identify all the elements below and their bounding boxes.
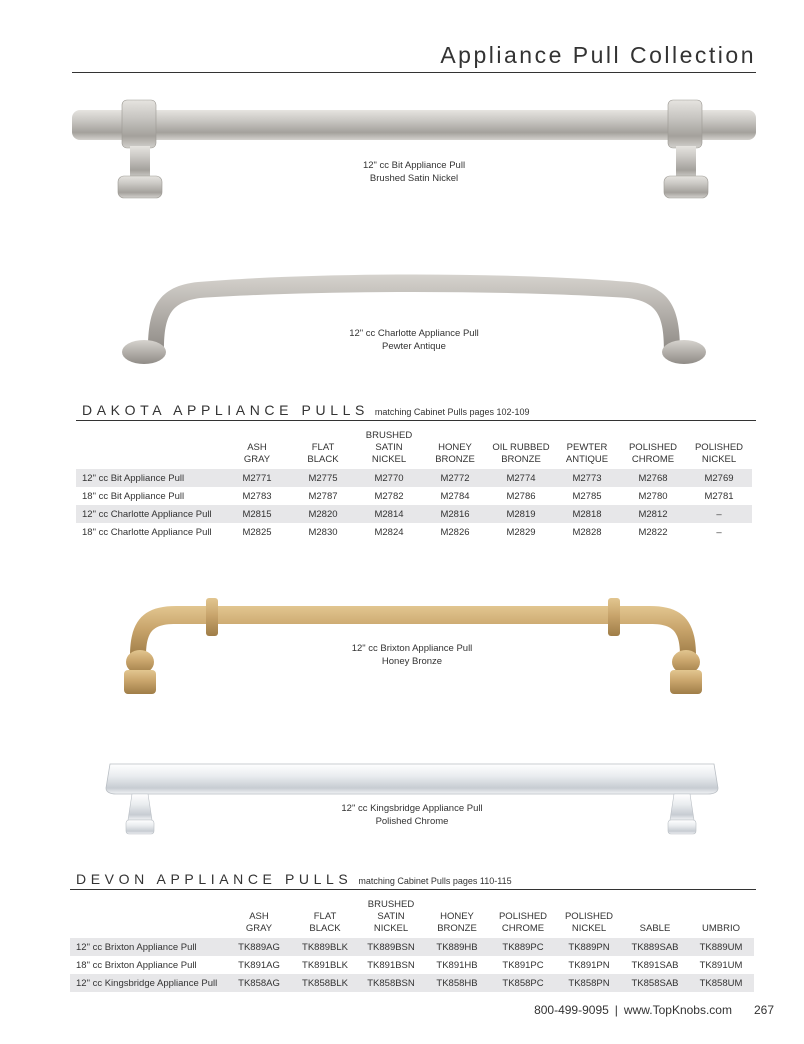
- table-header-row: [76, 430, 752, 469]
- row-name: 12" cc Charlotte Appliance Pull: [76, 505, 224, 523]
- sku-cell: M2825: [242, 526, 272, 538]
- title-rule: [72, 72, 756, 73]
- product-name: 12" cc Brixton Appliance Pull: [351, 643, 473, 654]
- table-row: [70, 974, 754, 992]
- column-header: OIL RUBBED BRONZE: [492, 442, 550, 465]
- dakota-spec-table: [76, 430, 752, 541]
- sku-cell: M2814: [356, 505, 422, 523]
- sku-cell: TK891HB: [436, 959, 478, 971]
- row-name: 12" cc Kingsbridge Appliance Pull: [70, 974, 226, 992]
- devon-spec-table: [70, 899, 754, 992]
- sku-cell: M2781: [704, 490, 734, 502]
- sku-cell: M2818: [554, 505, 620, 523]
- sku-cell: TK858BSN: [358, 974, 424, 992]
- column-header: BRUSHED SATIN NICKEL: [367, 899, 415, 934]
- sku-cell: TK889BLK: [292, 938, 358, 956]
- sku-cell: M2769: [686, 469, 752, 487]
- page-title: Appliance Pull Collection: [440, 42, 756, 68]
- sku-cell: TK889PN: [556, 938, 622, 956]
- section-subtitle: matching Cabinet Pulls pages 110-115: [358, 876, 512, 886]
- row-name: 18" cc Brixton Appliance Pull: [76, 959, 197, 971]
- column-header: FLAT BLACK: [307, 442, 339, 465]
- sku-cell: TK891BSN: [367, 959, 415, 971]
- column-header: POLISHED NICKEL: [564, 911, 614, 934]
- sku-cell: TK889PC: [490, 938, 556, 956]
- sku-cell: TK891PC: [502, 959, 544, 971]
- section-title: DAKOTA APPLIANCE PULLS: [82, 402, 369, 418]
- product-finish: Honey Bronze: [381, 656, 443, 667]
- column-header: POLISHED CHROME: [628, 442, 678, 465]
- product-finish: Brushed Satin Nickel: [369, 173, 459, 184]
- column-header: ASH GRAY: [243, 442, 271, 465]
- phone-number: 800-499-9095: [534, 1003, 609, 1017]
- column-header: BRUSHED SATIN NICKEL: [365, 430, 413, 465]
- product-name: 12" cc Charlotte Appliance Pull: [349, 328, 479, 339]
- sku-cell: M2829: [506, 526, 536, 538]
- sku-cell: M2768: [620, 469, 686, 487]
- sku-cell: M2815: [224, 505, 290, 523]
- sku-cell: M2780: [638, 490, 668, 502]
- sku-cell: TK858PC: [490, 974, 556, 992]
- sku-cell: M2826: [440, 526, 470, 538]
- product-finish: Polished Chrome: [375, 816, 449, 827]
- sku-cell: TK858PN: [556, 974, 622, 992]
- row-name: 18" cc Bit Appliance Pull: [82, 490, 185, 502]
- sku-cell: TK858UM: [688, 974, 754, 992]
- sku-cell: M2787: [308, 490, 338, 502]
- column-header: UMBRIO: [702, 923, 740, 934]
- table-row: [76, 505, 752, 523]
- sku-cell: TK891UM: [699, 959, 743, 971]
- sku-cell: M2816: [422, 505, 488, 523]
- row-name: 12" cc Bit Appliance Pull: [76, 469, 224, 487]
- column-header: ASH GRAY: [245, 911, 273, 934]
- table-row: [76, 469, 752, 487]
- sku-cell: TK891PN: [568, 959, 610, 971]
- sku-cell: TK889UM: [688, 938, 754, 956]
- sku-cell: TK858HB: [424, 974, 490, 992]
- sku-cell: M2824: [374, 526, 404, 538]
- table-row: [70, 938, 754, 956]
- footer-separator: |: [614, 1003, 618, 1017]
- product-caption-charlotte: [294, 327, 534, 353]
- page-footer: [534, 1003, 774, 1017]
- sku-cell: M2820: [290, 505, 356, 523]
- column-header: HONEY BRONZE: [435, 442, 475, 465]
- product-finish: Pewter Antique: [382, 341, 446, 352]
- sku-cell: –: [716, 526, 722, 538]
- column-header: HONEY BRONZE: [437, 911, 477, 934]
- sku-cell: TK891BLK: [302, 959, 348, 971]
- sku-cell: M2783: [242, 490, 272, 502]
- sku-cell: M2830: [308, 526, 338, 538]
- sku-cell: M2782: [374, 490, 404, 502]
- column-header: SABLE: [639, 923, 671, 934]
- section-title: DEVON APPLIANCE PULLS: [76, 871, 353, 887]
- sku-cell: M2784: [440, 490, 470, 502]
- table-row: [76, 523, 752, 541]
- column-header: POLISHED CHROME: [498, 911, 548, 934]
- sku-cell: TK858SAB: [622, 974, 688, 992]
- sku-cell: –: [686, 505, 752, 523]
- sku-cell: TK889HB: [424, 938, 490, 956]
- sku-cell: TK891SAB: [631, 959, 679, 971]
- section-subtitle: matching Cabinet Pulls pages 102-109: [374, 407, 530, 417]
- sku-cell: TK889AG: [226, 938, 292, 956]
- sku-cell: M2828: [572, 526, 602, 538]
- sku-cell: M2819: [488, 505, 554, 523]
- charlotte-pull-image: [118, 268, 710, 368]
- website-link[interactable]: www.TopKnobs.com: [623, 1003, 732, 1017]
- devon-section-header: [70, 870, 756, 890]
- product-caption-brixton: [292, 642, 532, 668]
- sku-cell: M2812: [620, 505, 686, 523]
- sku-cell: TK891AG: [238, 959, 280, 971]
- sku-cell: TK858AG: [226, 974, 292, 992]
- product-caption-kingsbridge: [292, 802, 532, 828]
- table-row: [76, 487, 752, 505]
- sku-cell: M2822: [638, 526, 668, 538]
- sku-cell: M2771: [224, 469, 290, 487]
- dakota-section-header: [76, 401, 756, 421]
- sku-cell: TK889BSN: [358, 938, 424, 956]
- sku-cell: TK858BLK: [292, 974, 358, 992]
- product-name: 12" cc Bit Appliance Pull: [362, 160, 466, 171]
- sku-cell: M2772: [422, 469, 488, 487]
- sku-cell: M2774: [488, 469, 554, 487]
- page-number: 267: [753, 1003, 774, 1017]
- sku-cell: M2785: [572, 490, 602, 502]
- product-caption-bit: [294, 159, 534, 185]
- table-row: [70, 956, 754, 974]
- sku-cell: TK889SAB: [622, 938, 688, 956]
- column-header: PEWTER ANTIQUE: [565, 442, 609, 465]
- product-name: 12" cc Kingsbridge Appliance Pull: [341, 803, 483, 814]
- sku-cell: M2786: [506, 490, 536, 502]
- row-name: 12" cc Brixton Appliance Pull: [70, 938, 226, 956]
- sku-cell: M2775: [290, 469, 356, 487]
- sku-cell: M2773: [554, 469, 620, 487]
- row-name: 18" cc Charlotte Appliance Pull: [82, 526, 212, 538]
- column-header: POLISHED NICKEL: [694, 442, 744, 465]
- column-header: FLAT BLACK: [309, 911, 341, 934]
- bit-pull-image: [70, 98, 758, 202]
- sku-cell: M2770: [356, 469, 422, 487]
- table-header-row: [70, 899, 754, 938]
